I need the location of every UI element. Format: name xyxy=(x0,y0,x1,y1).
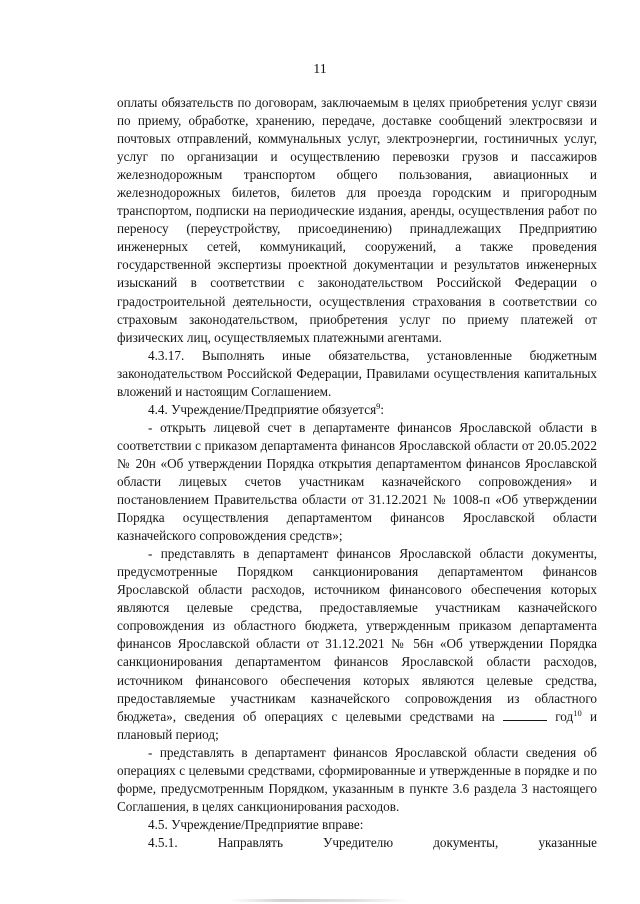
paragraph-payment-obligations: оплаты обязательств по договорам, заключаемым в целях приобретения услуг связи по приему, обработке, хранению, передаче, доставке сообщений электросвязи и почтовых отправлений, коммунальных услуг, электроэнергии, гостиничных услуг, услуг по организации и осуществлению перевозки грузов и пассажиров железнодорожным транспортом общего пользования, авиационных и железнодорожных билетов, билетов для проезда городским и пригородным транспортом, подписки на периодические издания, аренды, осуществления работ по переносу (переустройству, присоединению) принадлежащих Предприятию инженерных сетей, коммуникаций, сооружений, а также проведения государственной экспертизы проектной документации и результатов инженерных изысканий в соответствии с законодательством Российской Федерации о градостроительной деятельности, осуществления страхования в соответствии со страховым законодательством, приобретения услуг по приему платежей от физических лиц, осуществляемых платежными агентами. xyxy=(117,95,597,345)
paragraph-submit-documents-text: - представлять в департамент финансов Ярославской области документы, предусмотренные Порядком санкционирования департаментом финансов Ярославской области расходов, источником финансового обеспечения которых являются целевые средства, предоставляемые участникам казначейского сопровождения из областного бюджета, утвержденным приказом департамента финансов Ярославской области от 31.12.2021 № 56н «Об утверждении Порядка санкционирования департаментом финансов Ярославской области расходов, источником финансового обеспечения которых являются целевые средства, предоставляемые участникам казначейского сопровождения из областного бюджета», сведения об операциях с целевыми средствами на xyxy=(117,546,597,724)
footnote-ref-10: 10 xyxy=(573,707,582,718)
scan-artifact xyxy=(230,899,410,902)
document-body xyxy=(117,94,597,852)
year-blank-line xyxy=(503,709,547,721)
paragraph-submit-operations: - представлять в департамент финансов Ярославской области сведения об операциях с целевыми средствами, сформированные и утвержденные в порядке и по форме, предусмотренным Порядком, указанным в пункте 3.6 раздела 3 настоящего Соглашения, в целях санкционирования расходов. xyxy=(117,744,597,814)
paragraph-4-4 xyxy=(117,401,597,419)
footnote-ref-9: 9 xyxy=(376,400,381,411)
year-word: год xyxy=(555,708,574,724)
paragraph-4-3-17: 4.3.17. Выполнять иные обязательства, установленные бюджетным законодательством Российской Федерации, Правилами осуществления капитальных вложений и настоящим Соглашением. xyxy=(117,347,597,399)
paragraph-submit-documents-tail: и плановый период; xyxy=(117,708,598,742)
paragraph-4-4-tail: : xyxy=(380,401,385,417)
paragraph-4-5-1: 4.5.1. Направлять Учредителю документы, указанные xyxy=(148,834,597,850)
paragraph-submit-documents xyxy=(117,545,597,744)
paragraph-open-account: - открыть лицевой счет в департаменте финансов Ярославской области в соответствии с приказом департамента финансов Ярославской области от 20.05.2022 № 20н «Об утверждении Порядка открытия департаментом финансов Ярославской области лицевых счетов участникам казначейского сопровождения» и постановлением Правительства области от 31.12.2021 № 1008-п «Об утверждении Порядка осуществления департаментом финансов Ярославской области казначейского сопровождения средств»; xyxy=(117,419,597,544)
page-number: 11 xyxy=(313,62,327,77)
paragraph-4-5: 4.5. Учреждение/Предприятие вправе: xyxy=(148,816,364,832)
paragraph-4-4-text: 4.4. Учреждение/Предприятие обязуется xyxy=(148,401,377,417)
